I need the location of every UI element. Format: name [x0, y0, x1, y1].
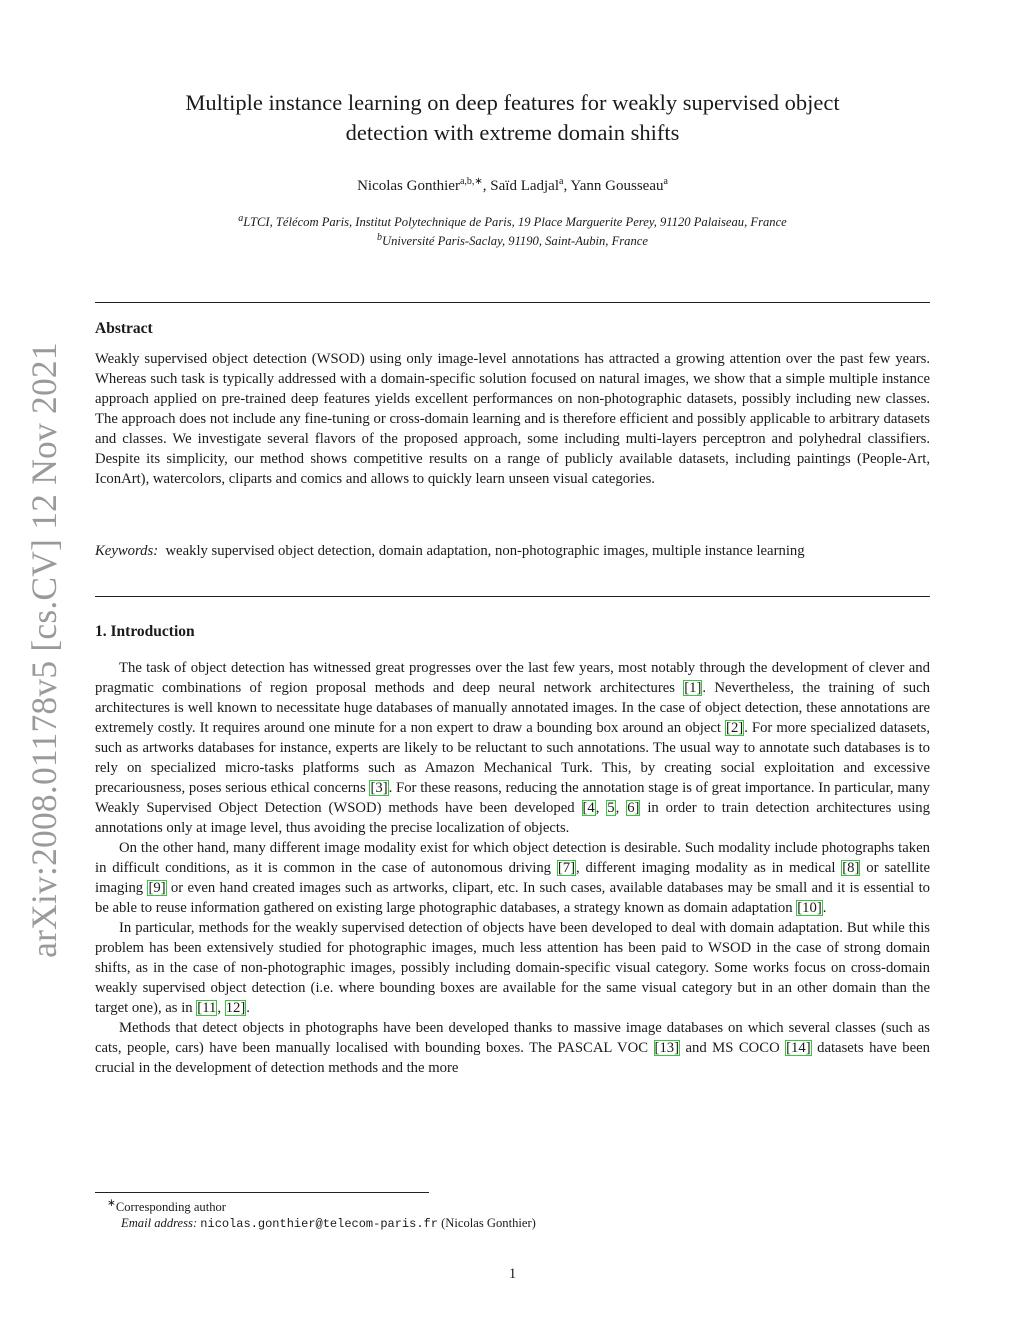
page-number: 1 — [508, 1266, 517, 1282]
paragraph-text: or satellite imaging — [95, 860, 930, 896]
paragraph-2 — [95, 838, 930, 918]
footnotes — [95, 1196, 930, 1232]
affiliation-b-text: Université Paris-Saclay, 91190, Saint-Aubin, France — [382, 234, 648, 249]
abstract-text: Weakly supervised object detection (WSOD) using only image-level annotations has attracted a growing attention over the past few years. Whereas such task is typically addressed with a domain-specific solution focused on natural images, we show that a simple multiple instance approach applied on pre-trained deep features yields excellent performances on non-photographic datasets, possibly including new classes. The approach does not include any fine-tuning or cross-domain learning and is therefore efficient and possibly applicable to arbitrary datasets and classes. We investigate several flavors of the proposed approach, some including multi-layers perceptron and polyhedral classifiers. Despite its simplicity, our method shows competitive results on a range of publicly available datasets, including paintings (People-Art, IconArt), watercolors, cliparts and comics and allows to quickly learn unseen visual categories. — [95, 351, 930, 487]
paragraph-text: or even hand created images such as artworks, clipart, etc. In such cases, available databases may be small and it is essential to be able to reuse information gathered on existing large photographic databases, a strategy known as domain adaptation — [95, 880, 931, 916]
citation-link[interactable]: 12] — [225, 1000, 246, 1016]
footnote-email — [95, 1215, 930, 1232]
citation-link[interactable]: [4 — [582, 800, 595, 816]
paragraph-text: The task of object detection has witnessed great progresses over the last few years, most notably through the development of clever and pragmatic combinations of region proposal methods and deep neural network architectures — [95, 660, 930, 696]
affiliation-b — [95, 230, 930, 249]
section-heading-introduction: 1. Introduction — [95, 623, 195, 640]
title-line-2: detection with extreme domain shifts — [345, 120, 680, 145]
paragraph-3 — [95, 918, 930, 1018]
paragraph-text: , — [595, 800, 607, 816]
paragraph-text: , — [217, 1000, 225, 1016]
paragraph-text: On the other hand, many different image modality exist for which object detection is desirable. Such modality include photographs taken in difficult conditions, as it is common in the case of autonomous driving — [95, 840, 930, 876]
paragraph-4 — [95, 1018, 930, 1078]
footnote-marker: ∗ — [107, 1198, 116, 1209]
affiliation-a-mark: a — [238, 213, 244, 224]
citation-link[interactable]: [14] — [786, 1040, 811, 1056]
paragraph-text: Methods that detect objects in photographs have been developed thanks to massive image databases on which several classes (such as cats, people, cars) have been manually localised with bounding boxes. The PASCAL VOC — [95, 1020, 930, 1056]
paragraph-text: . Nevertheless, the training of such architectures is well known to necessitate huge databases of manually annotated images. In the case of object detection, these annotations are extremely costly. It requires around one minute for a non expert to draw a bounding box around an object — [95, 680, 930, 736]
email-link[interactable]: nicolas.gonthier@telecom-paris.fr — [200, 1217, 438, 1232]
paragraph-text: datasets have been crucial in the development of detection methods and the more — [95, 1040, 930, 1076]
abstract-bottom-rule — [95, 596, 930, 597]
introduction-body — [95, 658, 930, 1078]
author-3-name: Yann Gousseau — [570, 178, 664, 194]
paragraph-text: and MS COCO — [680, 1040, 786, 1056]
citation-link[interactable]: [9] — [148, 880, 166, 896]
citation-link[interactable]: [1] — [684, 680, 702, 696]
paragraph-text: . — [246, 1000, 250, 1016]
author-1-affiliation-marks: a,b,∗ — [459, 176, 483, 187]
paragraph-text: . For more specialized datasets, such as artworks databases for instance, experts are likely to be reluctant to such annotations. The usual way to annotate such databases is to rely on specialized micro-tasks platforms such as Amazon Mechanical Turk. This, by creating social exploitation and excessive precariousness, poses serious ethical concerns — [95, 720, 930, 796]
citation-link[interactable]: [2] — [726, 720, 744, 736]
paragraph-text: in order to train detection architectures using annotations only at image level, thus avoiding the precise localization of objects. — [95, 800, 930, 836]
citation-link[interactable]: [11 — [197, 1000, 217, 1016]
keywords-label: Keywords: — [95, 543, 159, 559]
author-1-name: Nicolas Gonthier — [357, 178, 460, 194]
abstract-heading: Abstract — [95, 320, 153, 337]
paragraph-text: . — [822, 900, 827, 916]
citation-link[interactable]: [3] — [370, 780, 388, 796]
paragraph-text: In particular, methods for the weakly supervised detection of objects have been developed to deal with domain adaptation. But while this problem has been extensively studied for photographic images, much less attention has been paid to WSOD in the case of strong domain shifts, as in the case of non-photographic images, possibly including domain-specific visual category. Some works focus on cross-domain weakly supervised object detection (i.e. where bounding boxes are available for the same visual category but in an other domain than the target one), as in — [95, 920, 930, 1016]
email-label: Email address: — [121, 1216, 198, 1231]
author-separator: , — [482, 178, 491, 194]
citation-link[interactable]: [10] — [797, 900, 822, 916]
affiliation-b-mark: b — [377, 232, 383, 244]
title-line-1: Multiple instance learning on deep features for weakly supervised object — [185, 90, 840, 115]
author-3-affiliation-marks: a — [663, 176, 668, 187]
footnote-rule — [95, 1192, 429, 1193]
keywords-text: weakly supervised object detection, domain adaptation, non-photographic images, multiple instance learning — [165, 543, 805, 559]
email-owner: (Nicolas Gonthier) — [441, 1216, 536, 1231]
author-2-affiliation-marks: a — [559, 176, 564, 187]
paper-title — [95, 88, 930, 148]
arxiv-sidebar — [12, 340, 76, 960]
author-2-name: Saïd Ladjal — [490, 178, 560, 194]
abstract-top-rule — [95, 302, 930, 303]
citation-link[interactable]: [8] — [842, 860, 860, 876]
author-list — [95, 176, 930, 195]
citation-link[interactable]: 6] — [627, 800, 640, 816]
footnote-corresponding — [95, 1196, 930, 1215]
affiliations — [95, 211, 930, 249]
citation-link[interactable]: 5 — [607, 800, 615, 816]
citation-link[interactable]: [13] — [654, 1040, 680, 1056]
affiliation-a-text: LTCI, Télécom Paris, Institut Polytechnique de Paris, 19 Place Marguerite Perey, 91120 Palaiseau, France — [243, 215, 787, 230]
paragraph-text: , — [615, 800, 627, 816]
author-separator: , — [563, 178, 571, 194]
citation-link[interactable]: [7] — [557, 860, 575, 876]
paragraph-text: , different imaging modality as in medical — [575, 860, 842, 876]
arxiv-identifier: arXiv:2008.01178v5 [cs.CV] 12 Nov 2021 — [24, 342, 64, 958]
footnote-corresponding-text: Corresponding author — [115, 1200, 226, 1215]
paragraph-1 — [95, 658, 930, 838]
paragraph-text: . For these reasons, reducing the annotation stage is of great importance. In particular, many Weakly Supervised Object Detection (WSOD) methods have been developed — [95, 780, 930, 816]
keywords — [95, 541, 930, 561]
affiliation-a — [95, 211, 930, 230]
